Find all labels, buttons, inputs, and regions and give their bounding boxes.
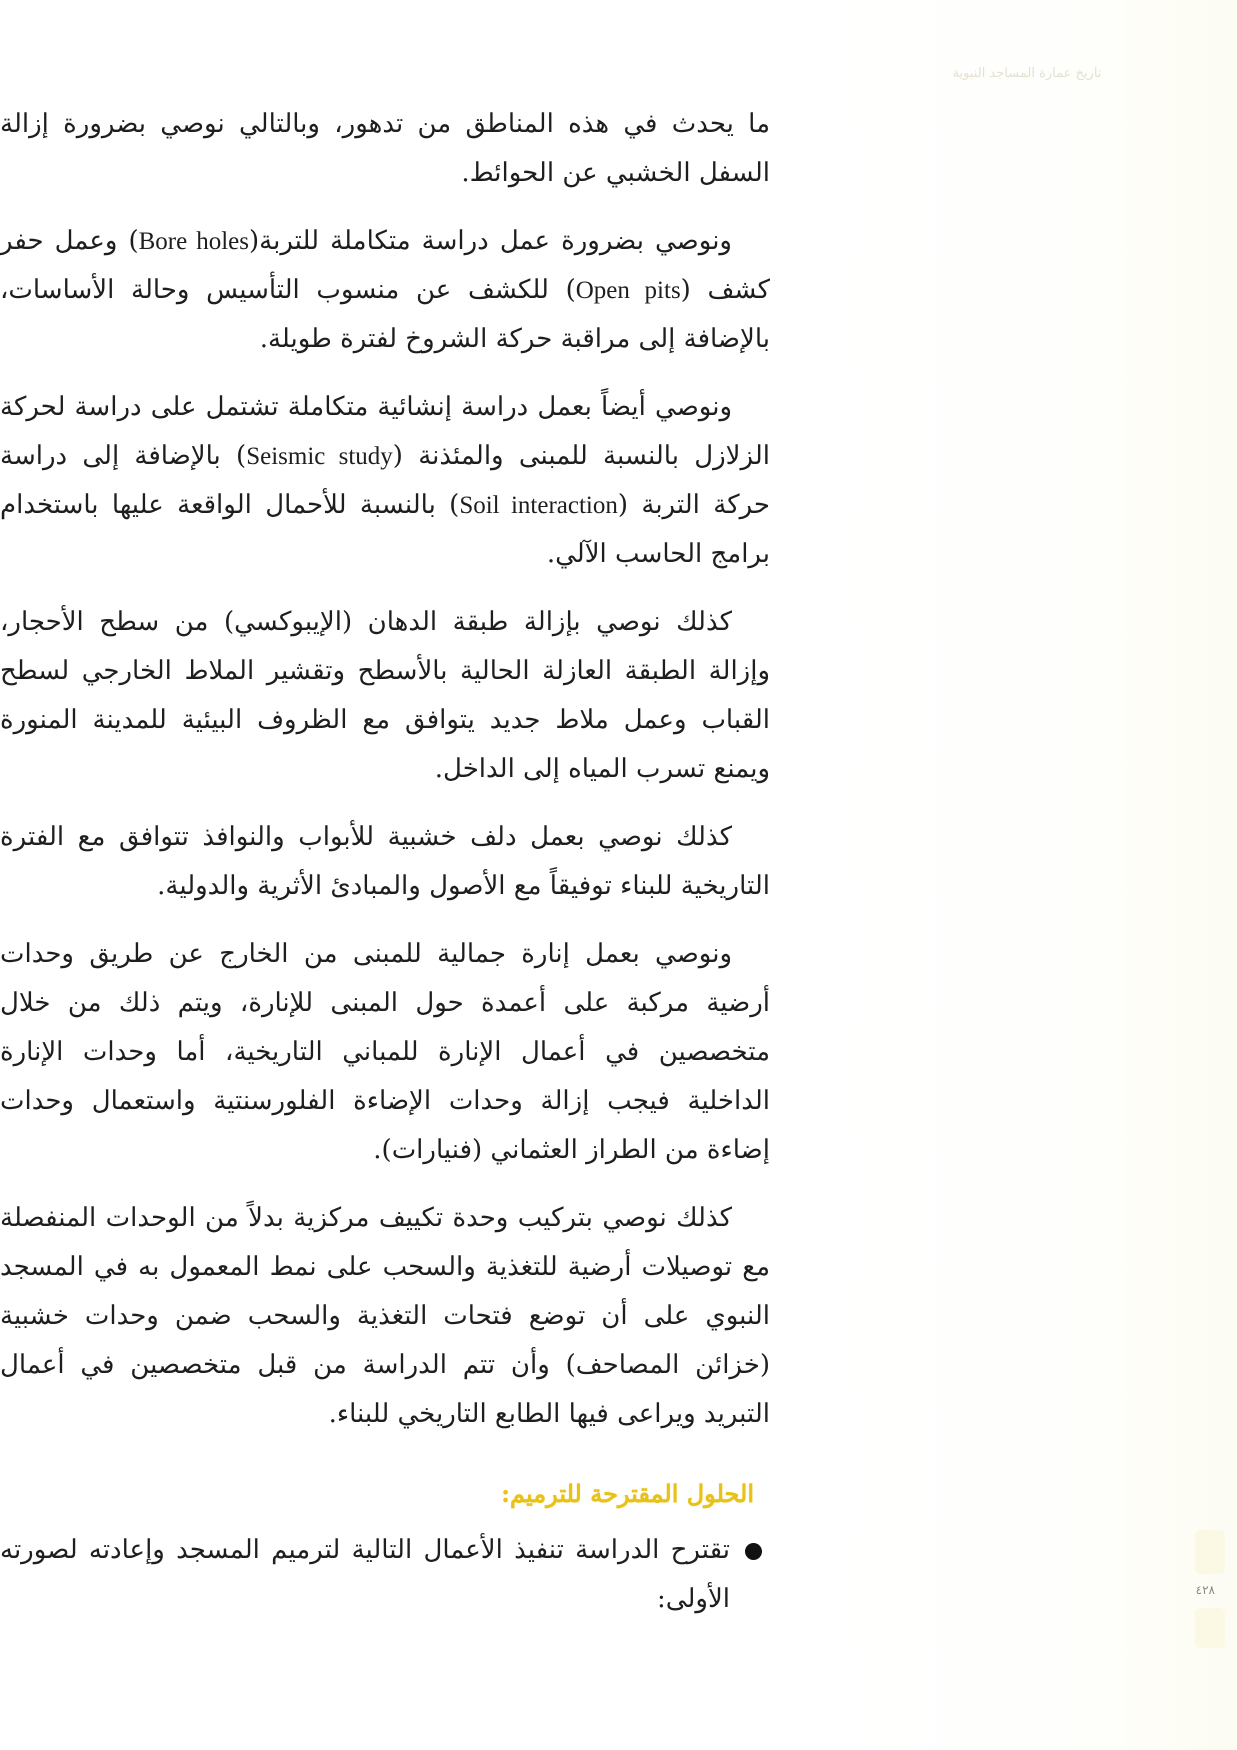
bullet-text: تقترح الدراسة تنفيذ الأعمال التالية لترميم المسجد وإعادته لصورته الأولى: bbox=[0, 1535, 730, 1614]
paragraph-text: ونوصي بضرورة عمل دراسة متكاملة للتربة( bbox=[249, 226, 732, 256]
paragraph-epoxy-removal: كذلك نوصي بإزالة طبقة الدهان (الإيبوكسي) من سطح الأحجار، وإزالة الطبقة العازلة الحالية بالأسطح وتقشير الملاط الخارجي لسطح القباب وعمل ملاط جديد يتوافق مع الظروف البيئية للمدينة المنورة ويمنع تسرب المياه إلى الداخل. bbox=[0, 607, 770, 784]
term-seismic-study: Seismic study bbox=[246, 443, 393, 470]
margin-ornament-icon bbox=[1195, 1608, 1225, 1648]
running-header: تاريخ عمارة المساجد النبوية bbox=[952, 66, 1102, 81]
term-bore-holes: Bore holes bbox=[138, 228, 250, 255]
term-open-pits: Open pits bbox=[575, 277, 681, 304]
bullet-icon bbox=[745, 1543, 762, 1560]
body-text-column bbox=[0, 100, 770, 1643]
paragraph-lighting: ونوصي بعمل إنارة جمالية للمبنى من الخارج عن طريق وحدات أرضية مركبة على أعمدة حول المبنى للإنارة، ويتم ذلك من خلال متخصصين في أعمال الإنارة للمباني التاريخية، أما وحدات الإنارة الداخلية فيجب إزالة وحدات الإضاءة الفلورسنتية واستعمال وحدات إضاءة من الطراز العثماني (فنيارات). bbox=[0, 939, 770, 1165]
paragraph-wall-skirting: ما يحدث في هذه المناطق من تدهور، وبالتالي نوصي بضرورة إزالة السفل الخشبي عن الحوائط. bbox=[0, 109, 770, 188]
paragraph-soil-study bbox=[0, 217, 770, 364]
section-heading-proposed-solutions: الحلول المقترحة للترميم: bbox=[501, 1479, 754, 1508]
paragraph-text: ) بالإضافة إلى دراسة حركة التربة ( bbox=[0, 441, 770, 520]
paragraph-structural-study bbox=[0, 383, 770, 579]
margin-ornament-icon bbox=[1195, 1530, 1225, 1574]
paragraph-wooden-doors: كذلك نوصي بعمل دلف خشبية للأبواب والنوافذ تتوافق مع الفترة التاريخية للبناء توفيقاً مع الأصول والمبادئ الأثرية والدولية. bbox=[0, 822, 770, 901]
term-soil-interaction: Soil interaction bbox=[459, 492, 618, 519]
paragraph-air-conditioning: كذلك نوصي بتركيب وحدة تكييف مركزية بدلاً من الوحدات المنفصلة مع توصيلات أرضية للتغذية والسحب على نمط المعمول به في المسجد النبوي على أن توضع فتحات التغذية والسحب ضمن وحدات خشبية (خزائن المصاحف) وأن تتم الدراسة من قبل متخصصين في أعمال التبريد ويراعى فيها الطابع التاريخي للبناء. bbox=[0, 1203, 770, 1429]
paragraph-text: ونوصي أيضاً بعمل دراسة إنشائية متكاملة تشتمل على دراسة لحركة الزلازل بالنسبة للمبنى والمئذنة ( bbox=[0, 392, 770, 471]
paragraph-text: ) للكشف عن منسوب التأسيس وحالة الأساسات، بالإضافة إلى مراقبة حركة الشروخ لفترة طويلة. bbox=[0, 275, 770, 354]
bullet-list-item bbox=[0, 1526, 770, 1624]
paragraph-text: ) وعمل حفر كشف ( bbox=[0, 226, 770, 305]
paragraph-text: ) بالنسبة للأحمال الواقعة عليها باستخدام برامج الحاسب الآلي. bbox=[0, 490, 770, 569]
page-number: ٤٢٨ bbox=[1195, 1583, 1215, 1597]
